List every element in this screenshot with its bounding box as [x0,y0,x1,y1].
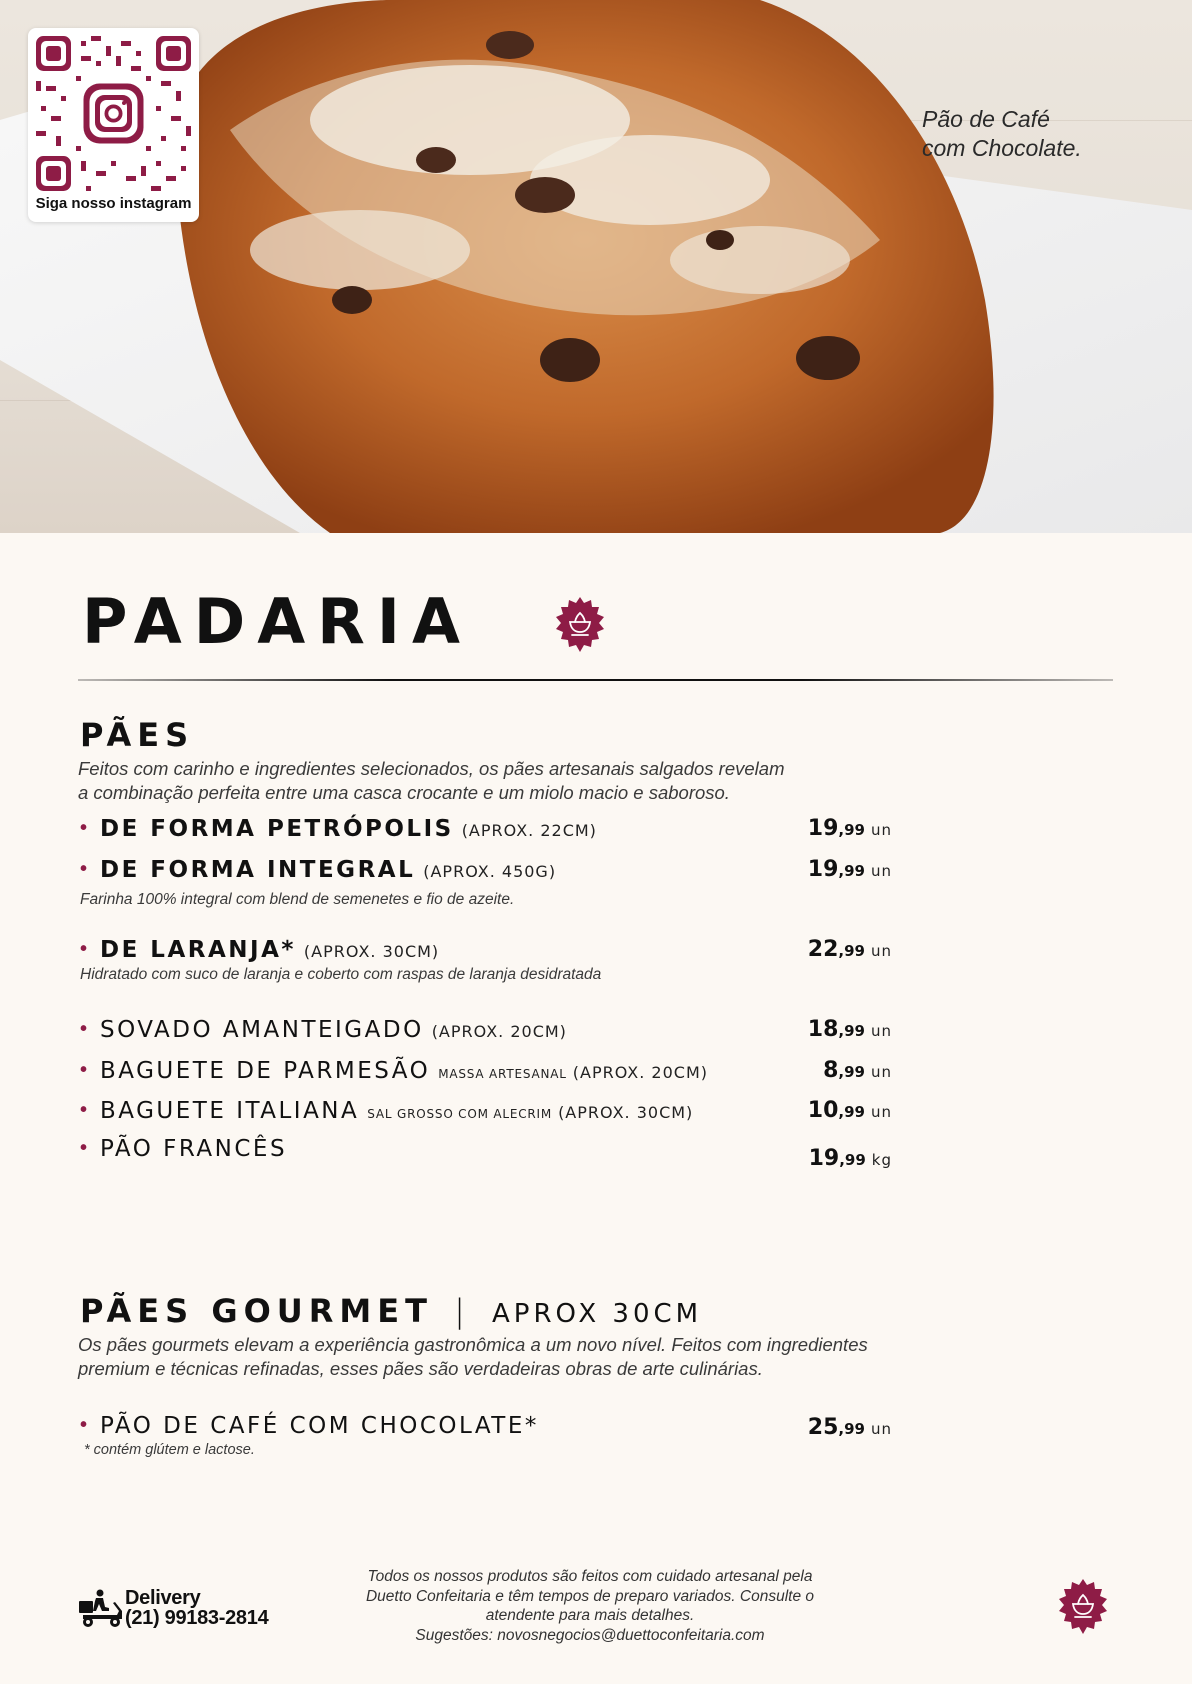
description-line: Os pães gourmets elevam a experiência gastronômica a um novo nível. Feitos com ingredientes [78,1334,868,1355]
item-note: (APROX. 450G) [423,862,557,881]
description-line: a combinação perfeita entre uma casca crocante e um miolo macio e saboroso. [78,782,730,803]
item-name-text: PÃO DE CAFÉ COM CHOCOLATE* [100,1413,539,1439]
item-price [808,1017,892,1042]
price-cents: ,99 [838,1022,865,1040]
item-price [808,1098,892,1123]
item-note: (APROX. 22CM) [461,821,597,840]
item-note-size: (APROX. 30CM) [558,1103,694,1122]
item-name [100,814,597,846]
price-integer: 19 [807,816,839,841]
item-note-size: (APROX. 20CM) [572,1063,708,1082]
item-name-text: DE LARANJA* [100,937,296,963]
bullet-icon: • [80,938,88,960]
allergen-note: * contém glútem e lactose. [84,1442,255,1458]
item-name [100,1015,567,1047]
item-name-text: BAGUETE DE PARMESÃO [100,1058,431,1084]
brand-logo-icon [551,596,609,654]
price-integer: 18 [807,1017,839,1042]
bullet-icon: • [80,1099,88,1121]
page-title: PADARIA [82,585,472,658]
item-name [100,1056,708,1089]
brand-logo-icon [1054,1578,1112,1636]
delivery-phone[interactable]: (21) 99183-2814 [125,1607,269,1629]
item-note-small: SAL GROSSO COM ALECRIM [367,1107,553,1121]
footer-note-line: atendente para mais detalhes. [485,1607,695,1624]
hero-photo [0,0,1192,533]
footer-email[interactable]: Sugestões: novosnegocios@duettoconfeitaria.com [415,1626,765,1644]
price-integer: 10 [807,1098,839,1123]
item-name [100,1134,287,1164]
price-cents: ,99 [838,1063,865,1081]
item-subtext: Farinha 100% integral com blend de semenetes e fio de azeite. [80,891,515,908]
price-unit: kg [871,1151,892,1169]
price-unit: un [870,942,892,960]
price-integer: 25 [807,1415,839,1440]
section-title-suffix: APROX 30CM [492,1299,703,1329]
item-price [808,816,892,841]
price-integer: 8 [823,1058,839,1083]
bullet-icon: • [80,1137,88,1159]
price-cents: ,99 [838,821,865,839]
item-note: (APROX. 20CM) [431,1022,567,1041]
price-unit: un [870,1420,892,1438]
item-note: (APROX. 30CM) [303,942,440,961]
qr-code-icon [36,36,191,191]
item-note [367,1103,693,1122]
price-integer: 22 [807,937,839,962]
section-title-text: PÃES GOURMET [80,1292,433,1330]
footer-note-line: Duetto Confeitaria e têm tempos de preparo variados. Consulte o [365,1587,815,1605]
caption-line-2: com Chocolate. [922,135,1082,161]
section-title-gourmet [80,1291,702,1334]
item-price [808,937,892,962]
item-price [808,857,892,882]
menu-item [80,1056,892,1088]
price-unit: un [870,1063,892,1081]
menu-item [80,1411,892,1443]
item-note [438,1063,708,1082]
price-cents: ,99 [838,942,865,960]
price-integer: 19 [807,857,839,882]
price-unit: un [870,1022,892,1040]
menu-item [80,1134,892,1171]
item-name [100,1096,693,1129]
bullet-icon: • [80,858,88,880]
title-divider [78,679,1113,681]
section-description-gourmet [78,1333,918,1381]
price-unit: un [870,862,892,880]
photo-caption [922,105,1162,163]
item-note-small: MASSA ARTESANAL [438,1067,567,1081]
item-name-text: SOVADO AMANTEIGADO [100,1017,424,1043]
price-cents: ,99 [838,1420,865,1438]
bullet-icon: • [80,817,88,839]
delivery-label: Delivery [125,1587,201,1609]
bullet-icon: • [80,1414,88,1436]
item-name-text: PÃO FRANCÊS [100,1136,288,1162]
instagram-qr-card[interactable] [28,28,199,222]
bullet-icon: • [80,1018,88,1040]
item-price [823,1058,892,1083]
delivery-contact[interactable] [125,1588,268,1628]
description-line: Feitos com carinho e ingredientes selecionados, os pães artesanais salgados revelam [78,758,785,779]
price-cents: ,99 [838,862,865,880]
menu-item [80,1015,892,1047]
price-unit: un [870,1103,892,1121]
delivery-scooter-icon [79,1589,123,1629]
item-name-text: DE FORMA INTEGRAL [100,857,416,883]
price-unit: un [870,821,892,839]
menu-item [80,814,892,846]
section-separator: | [454,1292,465,1330]
item-name [100,1411,539,1441]
item-name [100,935,439,967]
item-subtext: Hidratado com suco de laranja e coberto com raspas de laranja desidratada [80,966,602,983]
item-name-text: DE FORMA PETRÓPOLIS [100,816,454,842]
section-title-paes: PÃES [80,716,195,754]
caption-line-1: Pão de Café [922,106,1050,132]
description-line: premium e técnicas refinadas, esses pães são verdadeiras obras de arte culinárias. [78,1358,763,1379]
section-description-paes [78,757,918,805]
item-price [808,1415,892,1440]
item-name-text: BAGUETE ITALIANA [100,1098,360,1124]
menu-item [80,935,892,967]
bullet-icon: • [80,1059,88,1081]
price-integer: 19 [808,1146,840,1171]
price-cents: ,99 [839,1151,866,1169]
menu-item [80,1096,892,1128]
item-name [100,855,556,887]
price-cents: ,99 [838,1103,865,1121]
footer-note [330,1567,850,1645]
footer-note-line: Todos os nossos produtos são feitos com cuidado artesanal pela [367,1568,813,1585]
item-price [809,1146,892,1171]
menu-item [80,855,892,887]
qr-label: Siga nosso instagram [35,195,192,212]
